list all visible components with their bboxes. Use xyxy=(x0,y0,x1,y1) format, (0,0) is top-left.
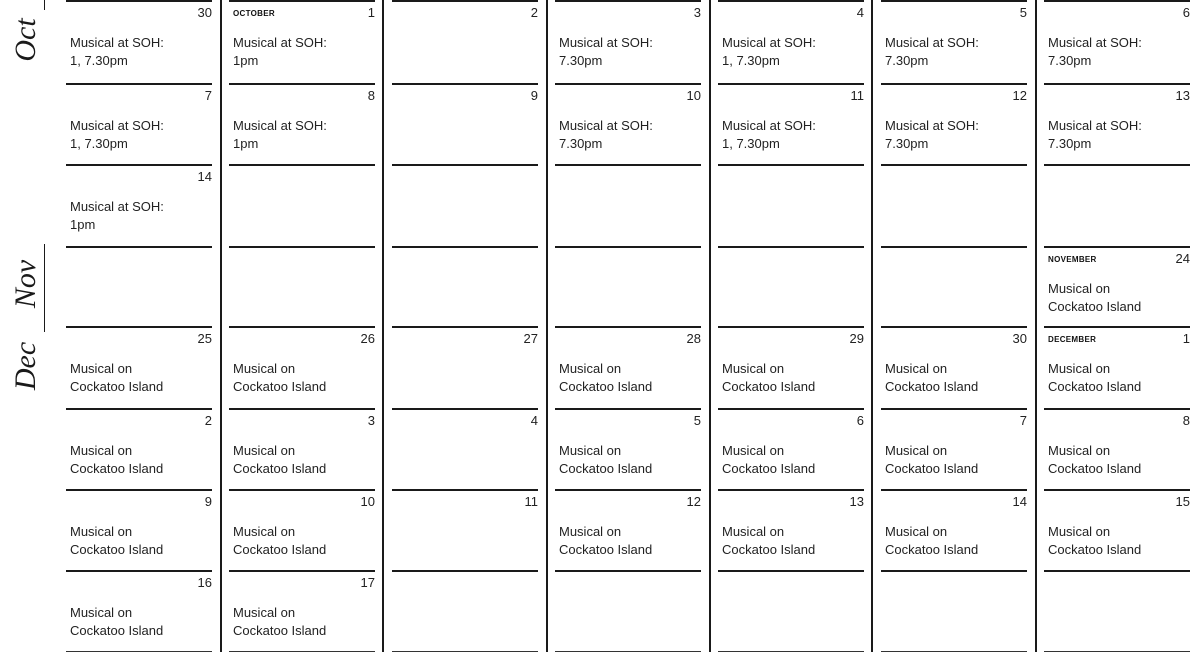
day-cell[interactable] xyxy=(1044,0,1194,81)
day-cell[interactable] xyxy=(881,83,1031,164)
day-cell[interactable] xyxy=(1044,83,1194,164)
day-cell[interactable] xyxy=(392,83,542,164)
event-text: Musical at SOH: 7.30pm xyxy=(1048,35,1142,68)
column-divider xyxy=(220,0,222,652)
cell-top-rule xyxy=(66,326,212,328)
column-divider xyxy=(546,0,548,652)
cell-top-rule xyxy=(718,489,864,491)
day-number: 25 xyxy=(197,331,212,346)
event-text: Musical on Cockatoo Island xyxy=(559,524,653,557)
day-cell[interactable] xyxy=(718,0,868,81)
day-number: 5 xyxy=(693,413,701,428)
cell-top-rule xyxy=(1044,0,1190,2)
day-number: 6 xyxy=(856,413,864,428)
cell-top-rule xyxy=(229,246,375,248)
bottom-rule xyxy=(229,651,375,652)
event-text: Musical at SOH: 1, 7.30pm xyxy=(70,35,164,68)
day-cell[interactable] xyxy=(881,326,1031,407)
day-cell[interactable] xyxy=(66,83,216,164)
month-label-dec: Dec xyxy=(9,341,42,391)
day-number: 10 xyxy=(686,88,701,103)
day-number: 29 xyxy=(849,331,864,346)
day-number: 11 xyxy=(850,88,864,103)
day-cell[interactable] xyxy=(718,326,868,407)
day-cell[interactable] xyxy=(392,408,542,489)
cell-top-rule xyxy=(66,408,212,410)
event-text: Musical on Cockatoo Island xyxy=(233,361,327,394)
cell-top-rule xyxy=(718,246,864,248)
cell-top-rule xyxy=(555,489,701,491)
cell-top-rule xyxy=(392,83,538,85)
cell-top-rule xyxy=(555,408,701,410)
cell-top-rule xyxy=(881,570,1027,572)
day-number: 4 xyxy=(856,5,864,20)
day-number: 30 xyxy=(1012,331,1027,346)
cell-top-rule xyxy=(66,0,212,2)
bottom-rule xyxy=(555,651,701,652)
event-text: Musical at SOH: 7.30pm xyxy=(559,118,653,151)
day-cell[interactable] xyxy=(392,0,542,81)
cell-top-rule xyxy=(66,164,212,166)
day-cell[interactable] xyxy=(881,489,1031,570)
day-cell[interactable] xyxy=(881,246,1031,327)
day-number: 7 xyxy=(204,88,212,103)
day-cell[interactable] xyxy=(555,164,705,245)
month-heading: DECEMBER xyxy=(1048,335,1097,344)
event-text: Musical at SOH: 1pm xyxy=(233,118,327,151)
day-cell[interactable] xyxy=(66,489,216,570)
cell-top-rule xyxy=(1044,489,1190,491)
day-number: 12 xyxy=(686,494,701,509)
day-number: 8 xyxy=(367,88,375,103)
day-number: 7 xyxy=(1019,413,1027,428)
day-cell[interactable] xyxy=(1044,164,1194,245)
bottom-rule xyxy=(66,651,212,652)
cell-top-rule xyxy=(66,246,212,248)
cell-top-rule xyxy=(881,164,1027,166)
day-cell[interactable] xyxy=(66,0,216,81)
cell-top-rule xyxy=(392,408,538,410)
day-number: 16 xyxy=(197,575,212,590)
column-divider xyxy=(709,0,711,652)
day-number: 10 xyxy=(360,494,375,509)
cell-top-rule xyxy=(229,570,375,572)
day-number: 11 xyxy=(524,494,538,509)
day-number: 5 xyxy=(1019,5,1027,20)
day-cell[interactable] xyxy=(1044,326,1194,407)
cell-top-rule xyxy=(881,489,1027,491)
day-cell[interactable] xyxy=(881,0,1031,81)
cell-top-rule xyxy=(392,246,538,248)
day-number: 13 xyxy=(849,494,864,509)
day-number: 8 xyxy=(1182,413,1190,428)
day-cell[interactable] xyxy=(66,326,216,407)
event-text: Musical at SOH: 7.30pm xyxy=(885,118,979,151)
event-text: Musical on Cockatoo Island xyxy=(70,524,164,557)
day-cell[interactable] xyxy=(229,408,379,489)
cell-top-rule xyxy=(392,0,538,2)
day-cell[interactable] xyxy=(66,408,216,489)
event-text: Musical at SOH: 1pm xyxy=(70,199,164,232)
day-number: 14 xyxy=(1012,494,1027,509)
cell-top-rule xyxy=(229,489,375,491)
day-cell[interactable] xyxy=(555,0,705,81)
cell-top-rule xyxy=(392,489,538,491)
cell-top-rule xyxy=(881,246,1027,248)
day-number: 3 xyxy=(693,5,701,20)
day-number: 24 xyxy=(1175,251,1190,266)
event-text: Musical on Cockatoo Island xyxy=(559,443,653,476)
cell-top-rule xyxy=(718,83,864,85)
day-number: 1 xyxy=(367,5,375,20)
day-number: 6 xyxy=(1182,5,1190,20)
day-cell[interactable] xyxy=(555,83,705,164)
column-divider xyxy=(382,0,384,652)
day-cell[interactable] xyxy=(555,570,705,651)
column-divider xyxy=(871,0,873,652)
bottom-rule xyxy=(881,651,1027,652)
cell-top-rule xyxy=(718,164,864,166)
event-text: Musical on Cockatoo Island xyxy=(70,361,164,394)
cell-top-rule xyxy=(718,326,864,328)
column-divider xyxy=(1035,0,1037,652)
event-text: Musical on Cockatoo Island xyxy=(1048,443,1142,476)
cell-top-rule xyxy=(555,246,701,248)
cell-top-rule xyxy=(555,570,701,572)
bottom-rule xyxy=(718,651,864,652)
event-text: Musical on Cockatoo Island xyxy=(722,443,816,476)
day-number: 4 xyxy=(530,413,538,428)
cell-top-rule xyxy=(229,164,375,166)
cell-top-rule xyxy=(718,0,864,2)
event-text: Musical on Cockatoo Island xyxy=(233,443,327,476)
month-heading: OCTOBER xyxy=(233,9,275,18)
cell-top-rule xyxy=(1044,570,1190,572)
day-cell[interactable] xyxy=(718,246,868,327)
event-text: Musical at SOH: 7.30pm xyxy=(1048,118,1142,151)
cell-top-rule xyxy=(555,0,701,2)
day-cell[interactable] xyxy=(1044,408,1194,489)
day-number: 1 xyxy=(1182,331,1190,346)
month-label-nov: Nov xyxy=(9,259,42,309)
event-text: Musical on Cockatoo Island xyxy=(1048,361,1142,394)
cell-top-rule xyxy=(229,0,375,2)
day-cell[interactable] xyxy=(718,489,868,570)
day-number: 2 xyxy=(530,5,538,20)
cell-top-rule xyxy=(1044,164,1190,166)
day-cell[interactable] xyxy=(392,570,542,651)
cell-top-rule xyxy=(392,164,538,166)
cell-top-rule xyxy=(718,570,864,572)
day-number: 9 xyxy=(204,494,212,509)
cell-top-rule xyxy=(229,83,375,85)
cell-top-rule xyxy=(555,83,701,85)
day-cell[interactable] xyxy=(392,326,542,407)
day-cell[interactable] xyxy=(718,570,868,651)
day-number: 27 xyxy=(523,331,538,346)
day-cell[interactable] xyxy=(229,83,379,164)
day-cell[interactable] xyxy=(1044,489,1194,570)
event-text: Musical on Cockatoo Island xyxy=(233,605,327,638)
bottom-rule xyxy=(1044,651,1190,652)
cell-top-rule xyxy=(555,326,701,328)
day-cell[interactable] xyxy=(555,489,705,570)
day-cell[interactable] xyxy=(392,164,542,245)
cell-top-rule xyxy=(1044,246,1190,248)
event-text: Musical on Cockatoo Island xyxy=(70,443,164,476)
event-text: Musical at SOH: 1, 7.30pm xyxy=(722,118,816,151)
cell-top-rule xyxy=(881,0,1027,2)
day-cell[interactable] xyxy=(718,164,868,245)
day-cell[interactable] xyxy=(555,246,705,327)
event-text: Musical on Cockatoo Island xyxy=(722,524,816,557)
day-cell[interactable] xyxy=(66,246,216,327)
day-number: 2 xyxy=(204,413,212,428)
month-divider-nov xyxy=(44,244,45,332)
day-cell[interactable] xyxy=(229,164,379,245)
event-text: Musical on Cockatoo Island xyxy=(559,361,653,394)
event-text: Musical on Cockatoo Island xyxy=(233,524,327,557)
cell-top-rule xyxy=(881,408,1027,410)
cell-top-rule xyxy=(229,408,375,410)
cell-top-rule xyxy=(392,570,538,572)
day-number: 12 xyxy=(1012,88,1027,103)
month-divider-oct xyxy=(44,0,45,10)
day-cell[interactable] xyxy=(392,246,542,327)
event-text: Musical on Cockatoo Island xyxy=(70,605,164,638)
event-text: Musical on Cockatoo Island xyxy=(885,524,979,557)
day-cell[interactable] xyxy=(1044,246,1194,327)
cell-top-rule xyxy=(66,570,212,572)
event-text: Musical at SOH: 1, 7.30pm xyxy=(722,35,816,68)
day-cell[interactable] xyxy=(229,326,379,407)
cell-top-rule xyxy=(392,326,538,328)
event-text: Musical at SOH: 7.30pm xyxy=(559,35,653,68)
day-cell[interactable] xyxy=(66,164,216,245)
day-number: 3 xyxy=(367,413,375,428)
day-cell[interactable] xyxy=(881,408,1031,489)
day-number: 9 xyxy=(530,88,538,103)
cell-top-rule xyxy=(881,326,1027,328)
event-text: Musical on Cockatoo Island xyxy=(1048,524,1142,557)
cell-top-rule xyxy=(66,83,212,85)
day-number: 14 xyxy=(197,169,212,184)
cell-top-rule xyxy=(66,489,212,491)
cell-top-rule xyxy=(1044,326,1190,328)
cell-top-rule xyxy=(718,408,864,410)
day-cell[interactable] xyxy=(1044,570,1194,651)
day-number: 26 xyxy=(360,331,375,346)
cell-top-rule xyxy=(229,326,375,328)
day-cell[interactable] xyxy=(229,0,379,81)
day-number: 28 xyxy=(686,331,701,346)
day-number: 17 xyxy=(360,575,375,590)
cell-top-rule xyxy=(1044,408,1190,410)
event-text: Musical on Cockatoo Island xyxy=(1048,281,1142,314)
event-text: Musical on Cockatoo Island xyxy=(885,443,979,476)
day-cell[interactable] xyxy=(229,570,379,651)
day-number: 30 xyxy=(197,5,212,20)
day-cell[interactable] xyxy=(718,408,868,489)
event-text: Musical on Cockatoo Island xyxy=(722,361,816,394)
day-cell[interactable] xyxy=(392,489,542,570)
event-text: Musical at SOH: 1pm xyxy=(233,35,327,68)
day-cell[interactable] xyxy=(718,83,868,164)
day-cell[interactable] xyxy=(66,570,216,651)
day-cell[interactable] xyxy=(555,326,705,407)
event-text: Musical at SOH: 7.30pm xyxy=(885,35,979,68)
day-cell[interactable] xyxy=(881,164,1031,245)
cell-top-rule xyxy=(555,164,701,166)
month-heading: NOVEMBER xyxy=(1048,255,1097,264)
day-cell[interactable] xyxy=(229,246,379,327)
day-number: 15 xyxy=(1175,494,1190,509)
day-cell[interactable] xyxy=(881,570,1031,651)
event-text: Musical at SOH: 1, 7.30pm xyxy=(70,118,164,151)
day-cell[interactable] xyxy=(555,408,705,489)
cell-top-rule xyxy=(1044,83,1190,85)
month-label-oct: Oct xyxy=(9,18,42,62)
bottom-rule xyxy=(392,651,538,652)
event-text: Musical on Cockatoo Island xyxy=(885,361,979,394)
cell-top-rule xyxy=(881,83,1027,85)
day-cell[interactable] xyxy=(229,489,379,570)
day-number: 13 xyxy=(1175,88,1190,103)
